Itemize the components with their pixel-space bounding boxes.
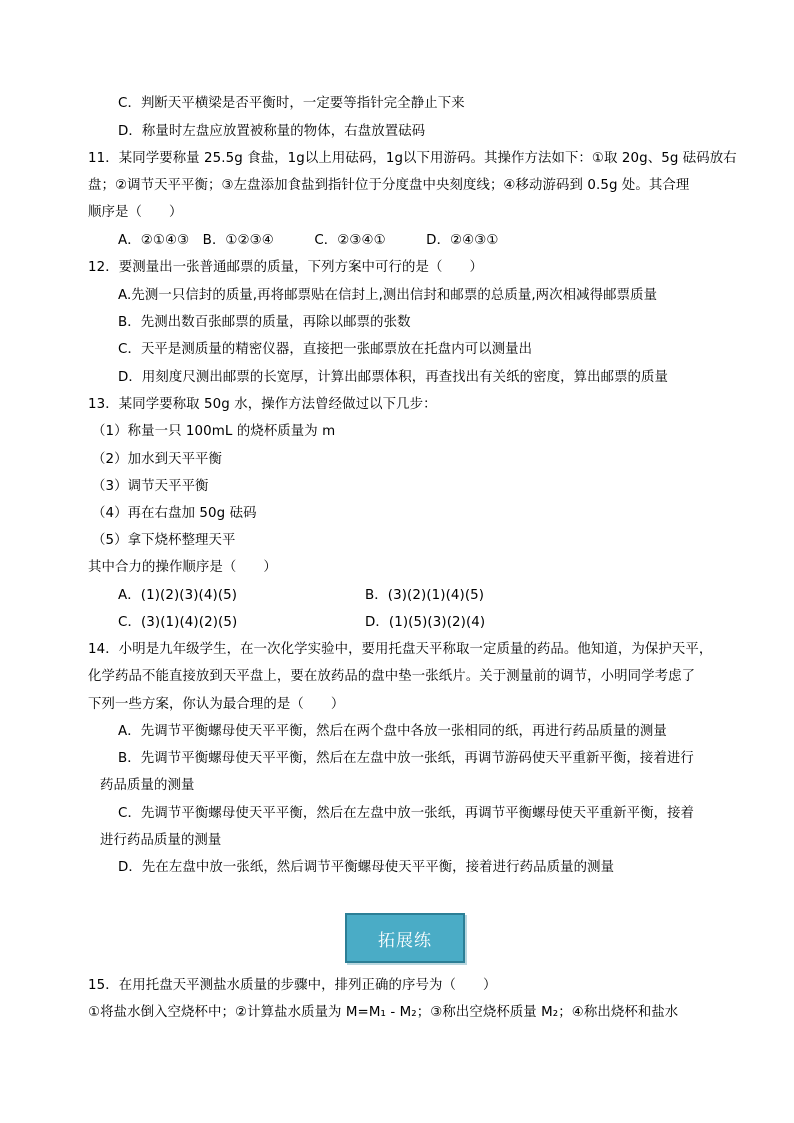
q14-stem-line3: 下列一些方案，你认为最合理的是（ ）: [88, 697, 345, 712]
q13-step: （1）称量一只 100mL 的烧杯质量为 m: [92, 424, 336, 439]
q14-stem-line1: 14．小明是九年级学生，在一次化学实验中，要用托盘天平称取一定质量的药品。他知道，为保护天平，: [88, 642, 713, 657]
q15-line2: ①将盐水倒入空烧杯中；②计算盐水质量为 M=M₁ - M₂；③称出空烧杯质量 M₂；④称出烧杯和盐水: [88, 1005, 679, 1020]
q14-option-a: A．先调节平衡螺母使天平平衡，然后在两个盘中各放一张相同的纸，再进行药品质量的测量: [118, 724, 667, 739]
q13-option-b: B．(3)(2)(1)(4)(5): [365, 588, 485, 603]
q11-stem-line2: 盘；②调节天平平衡；③左盘添加食盐到指针位于分度盘中央刻度线；④移动游码到 0.5g 处。其合理: [88, 178, 690, 193]
q10-option-c: C．判断天平横梁是否平衡时，一定要等指针完全静止下来: [118, 96, 465, 111]
q14-option-c-line1: C．先调节平衡螺母使天平平衡，然后在左盘中放一张纸，再调节平衡螺母使天平重新平衡，接着: [118, 806, 695, 821]
section-header-extension: [345, 913, 465, 963]
q12-option-c: C．天平是测质量的精密仪器，直接把一张邮票放在托盘内可以测量出: [118, 342, 533, 357]
q13-step: （3）调节天平平衡: [92, 479, 209, 494]
q12-option-d: D．用刻度尺测出邮票的长宽厚，计算出邮票体积，再查找出有关纸的密度，算出邮票的质量: [118, 370, 669, 385]
q14-stem-line2: 化学药品不能直接放到天平盘上，要在放药品的盘中垫一张纸片。关于测量前的调节，小明同学考虑了: [88, 669, 696, 684]
q13-option-d: D．(1)(5)(3)(2)(4): [365, 615, 486, 630]
q12-option-a: A.先测一只信封的质量,再将邮票贴在信封上,测出信封和邮票的总质量,两次相减得邮票质量: [118, 288, 658, 303]
q13-step: （5）拿下烧杯整理天平: [92, 533, 236, 548]
q12-option-b: B．先测出数百张邮票的质量，再除以邮票的张数: [118, 315, 411, 330]
q13-step: （2）加水到天平平衡: [92, 452, 223, 467]
q13-stem: 13．某同学要称取 50g 水，操作方法曾经做过以下几步：: [88, 397, 437, 412]
q13-option-c: C．(3)(1)(4)(2)(5): [118, 615, 238, 630]
q14-option-b-line1: B．先调节平衡螺母使天平平衡，然后在左盘中放一张纸，再调节游码使天平重新平衡，接着进行: [118, 751, 694, 766]
q14-option-d: D．先在左盘中放一张纸，然后调节平衡螺母使天平平衡，接着进行药品质量的测量: [118, 860, 615, 875]
q14-option-c-line2: 进行药品质量的测量: [100, 833, 222, 848]
q13-question: 其中合力的操作顺序是（ ）: [88, 560, 277, 575]
q13-option-a: A．(1)(2)(3)(4)(5): [118, 588, 238, 603]
q11-options: A．②①④③ B．①②③④ C．②③④① D．②④③①: [118, 233, 499, 248]
q13-step: （4）再在右盘加 50g 砝码: [92, 506, 257, 521]
q10-option-d: D．称量时左盘应放置被称量的物体，右盘放置砝码: [118, 124, 426, 139]
q14-option-b-line2: 药品质量的测量: [100, 778, 195, 793]
q12-stem: 12．要测量出一张普通邮票的质量，下列方案中可行的是（ ）: [88, 260, 483, 275]
q11-stem-line1: 11．某同学要称量 25.5g 食盐，1g以上用砝码，1g以下用游码。其操作方法如下：①取 20g、5g 砝码放右: [88, 151, 737, 166]
q15-stem: 15．在用托盘天平测盐水质量的步骤中，排列正确的序号为（ ）: [88, 978, 497, 993]
section-title: 拓展练: [378, 930, 432, 951]
q11-stem-line3: 顺序是（ ）: [88, 205, 183, 220]
